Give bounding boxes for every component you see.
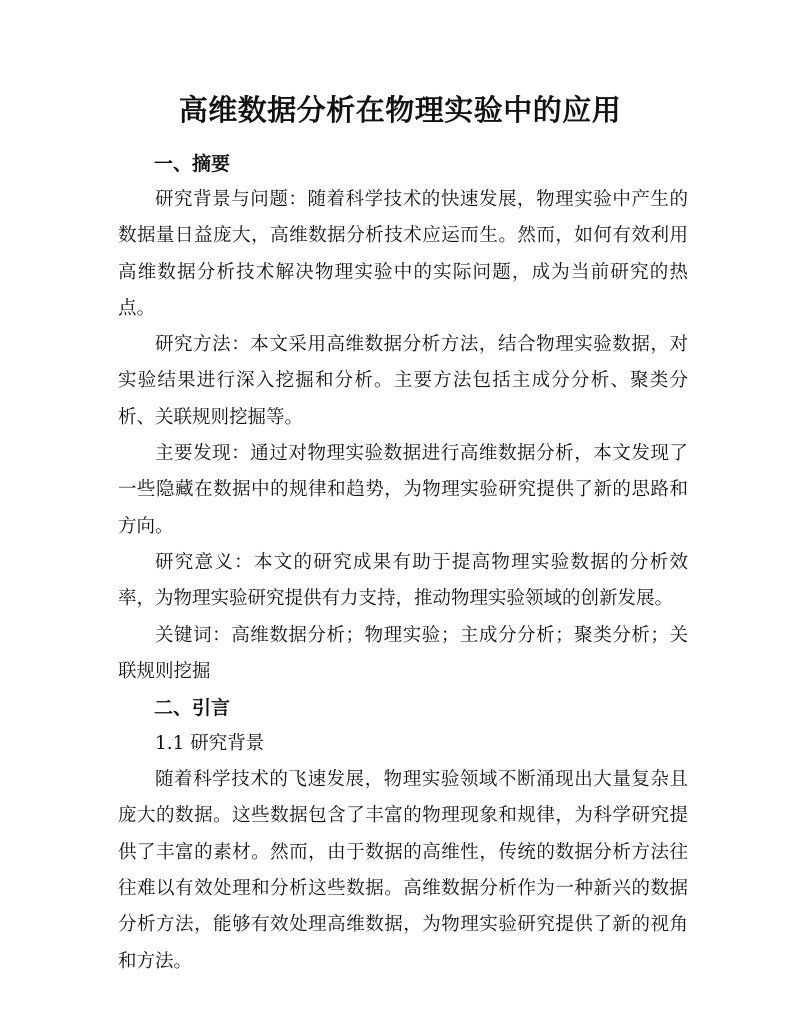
subsection-heading-background: 1.1 研究背景 [155, 733, 265, 755]
introduction-background-paragraph: 随着科学技术的飞速发展，物理实验领域不断涌现出大量复杂且庞大的数据。这些数据包含了丰富的物理现象和规律，为科学研究提供了丰富的素材。然而，由于数据的高维性，传统的数据分析方法往往难以有效处理和分析这些数据。高维数据分析作为一种新兴的数据分析方法，能够有效处理高维数据，为物理实验研究提供了新的视角和方法。 [118, 769, 688, 972]
section-heading-introduction: 二、引言 [154, 697, 231, 720]
document-body [118, 146, 688, 980]
document-title: 高维数据分析在物理实验中的应用 [178, 93, 622, 127]
abstract-findings-paragraph: 主要发现：通过对物理实验数据进行高维数据分析，本文发现了一些隐藏在数据中的规律和趋势，为物理实验研究提供了新的思路和方向。 [118, 443, 688, 537]
keywords-paragraph: 关键词：高维数据分析；物理实验；主成分分析；聚类分析；关联规则挖掘 [118, 624, 688, 682]
section-heading-abstract: 一、摘要 [154, 153, 231, 175]
abstract-background-paragraph: 研究背景与问题：随着科学技术的快速发展，物理实验中产生的数据量日益庞大，高维数据分析技术应运而生。然而，如何有效利用高维数据分析技术解决物理实验中的实际问题，成为当前研究的热点。 [118, 189, 688, 319]
abstract-significance-paragraph: 研究意义：本文的研究成果有助于提高物理实验数据的分析效率，为物理实验研究提供有力支持，推动物理实验领域的创新发展。 [118, 551, 688, 610]
abstract-method-paragraph: 研究方法：本文采用高维数据分析方法，结合物理实验数据，对实验结果进行深入挖掘和分析。主要方法包括主成分分析、聚类分析、关联规则挖掘等。 [118, 334, 688, 428]
